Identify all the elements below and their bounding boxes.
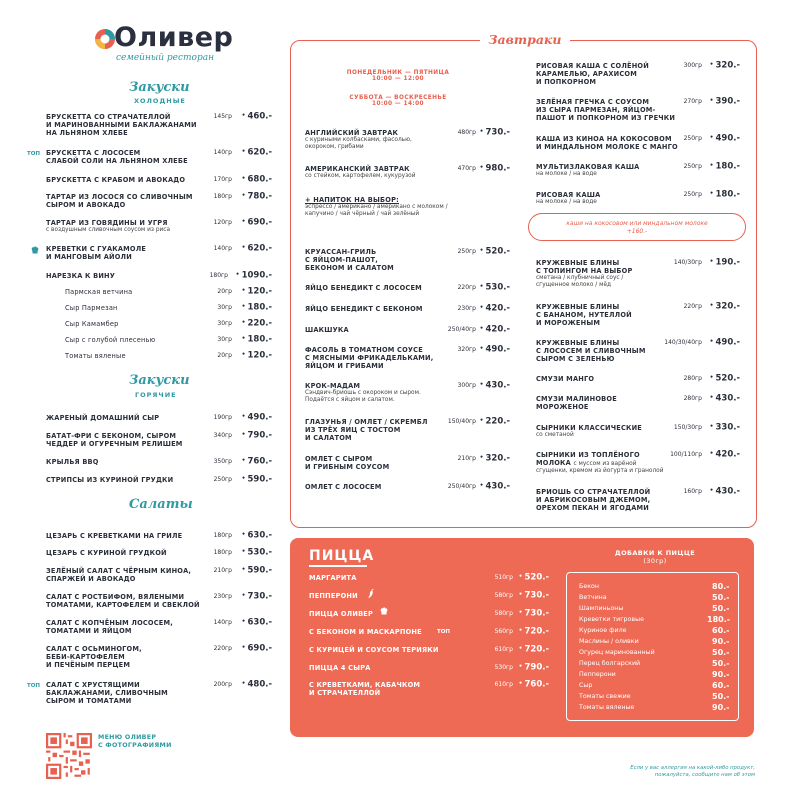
- item-price: • 730.-: [519, 609, 549, 618]
- item-price: • 460.-: [242, 112, 272, 121]
- item-weight: 470гр: [457, 165, 476, 172]
- item-price: • 630.-: [242, 618, 272, 627]
- list-item: [579, 704, 733, 711]
- item-weight: 200гр: [213, 681, 232, 688]
- item-price: • 430.-: [710, 487, 740, 496]
- item-weight: 100/110гр: [670, 451, 702, 458]
- item-price: • 730.-: [519, 591, 549, 600]
- item-price: • 520.-: [710, 374, 740, 383]
- addon-price: 50.-: [712, 692, 730, 701]
- item-name: КРУАССАН-ГРИЛЬ С ЯЙЦОМ-ПАШОТ, БЕКОНОМ И САЛАТОМ: [305, 248, 394, 272]
- item-weight: 140гр: [213, 245, 232, 252]
- salads-title: Салаты: [129, 497, 193, 512]
- item-price: • 730.-: [242, 592, 272, 601]
- logo-mark-icon: [94, 28, 116, 50]
- item-price: • 520.-: [519, 573, 549, 582]
- item-price: • 980.-: [480, 164, 510, 173]
- item-weight: 220гр: [683, 303, 702, 310]
- list-item: [579, 594, 733, 601]
- item-weight: 190гр: [213, 414, 232, 421]
- item-weight: 20гр: [217, 288, 232, 295]
- item-weight: 170гр: [213, 176, 232, 183]
- item-weight: 320гр: [457, 346, 476, 353]
- addon-name: Огурец маринованный: [579, 649, 655, 656]
- addon-name: Креветки тигровые: [579, 616, 644, 623]
- item-price: • 630.-: [242, 531, 272, 540]
- item-name: Томаты вяленые: [65, 352, 126, 360]
- item-weight: 140гр: [213, 149, 232, 156]
- pizza-title: ПИЦЦА: [309, 548, 375, 564]
- item-name: ЦЕЗАРЬ С КУРИНОЙ ГРУДКОЙ: [46, 549, 167, 557]
- item-name: ЦЕЗАРЬ С КРЕВЕТКАМИ НА ГРИЛЕ: [46, 532, 183, 540]
- item-name: БРУСКЕТТА С КРАБОМ И АВОКАДО: [46, 176, 186, 184]
- item-weight: 30гр: [217, 320, 232, 327]
- item-name: Сыр Пармезан: [65, 304, 118, 312]
- list-item: [579, 682, 733, 689]
- breakfast-title-wrap: [480, 29, 570, 49]
- zakuski-cold-title: Закуски: [129, 80, 190, 95]
- item-weight: 180гр: [213, 532, 232, 539]
- item-name: ЗЕЛЁНЫЙ САЛАТ С ЧЁРНЫМ КИНОА, СПАРЖЕЙ И АВОКАДО: [46, 567, 192, 583]
- item-price: • 120.-: [242, 351, 272, 360]
- item-weight: 610гр: [494, 646, 513, 653]
- item-weight: 270гр: [683, 98, 702, 105]
- item-name: КРУЖЕВНЫЕ БЛИНЫ С ТОПИНГОМ НА ВЫБОР сметана / клубничный соус / сгущенное молоко / мёд: [536, 259, 633, 288]
- addon-price: 50.-: [712, 648, 730, 657]
- item-name: БРИОШЬ СО СТРАЧАТЕЛЛОЙ И АБРИКОСОВЫМ ДЖЕМОМ, ОРЕХОМ ПЕКАН И ЯГОДАМИ: [536, 488, 651, 512]
- item-name: Пармская ветчина: [65, 288, 133, 296]
- item-name: ОМЛЕТ С ЛОСОСЕМ: [305, 483, 382, 491]
- item-name: ПЕППЕРОНИ: [309, 592, 358, 600]
- item-name: ПИЦЦА 4 СЫРА: [309, 664, 371, 672]
- weekday-hours: ПОНЕДЕЛЬНИК — ПЯТНИЦА 10:00 — 12:00: [346, 70, 450, 82]
- addon-name: Ветчина: [579, 594, 607, 601]
- qr-caption: МЕНЮ ОЛИВЕР С ФОТОГРАФИЯМИ: [98, 734, 172, 749]
- addon-price: 60.-: [712, 681, 730, 690]
- item-weight: 30гр: [217, 304, 232, 311]
- item-price: • 180.-: [710, 190, 740, 199]
- item-price: • 430.-: [480, 381, 510, 390]
- item-name: ПИЦЦА ОЛИВЕР: [309, 610, 374, 618]
- item-price: • 490.-: [710, 134, 740, 143]
- item-name: РИСОВАЯ КАША С СОЛЁНОЙ КАРАМЕЛЬЮ, АРАХИСОМ И ПОПКОРНОМ: [536, 62, 649, 86]
- item-name: + НАПИТОК НА ВЫБОР: эспрессо / американо / американо с молоком / капучино / чай чёрный / чай зелёный: [305, 196, 448, 217]
- item-weight: 250гр: [683, 191, 702, 198]
- item-price: • 760.-: [519, 680, 549, 689]
- item-price: • 190.-: [710, 258, 740, 267]
- item-weight: 140/30/40гр: [664, 339, 702, 346]
- item-name: МАРГАРИТА: [309, 574, 357, 582]
- item-name: СЫРНИКИ КЛАССИЧЕСКИЕ со сметаной: [536, 424, 642, 438]
- item-name: САЛАТ С ОСЬМИНОГОМ, БЕБИ-КАРТОФЕЛЕМ И ПЕЧЁНЫМ ПЕРЦЕМ: [46, 645, 142, 669]
- item-price: • 320.-: [710, 302, 740, 311]
- list-item: [579, 693, 733, 700]
- item-weight: 250гр: [683, 135, 702, 142]
- addon-price: 60.-: [712, 626, 730, 635]
- logo: [94, 22, 234, 64]
- item-name: СЫРНИКИ ИЗ ТОПЛЁНОГО МОЛОКА с муссом из варёной сгущенки, кремом из йогурта и гранолой: [536, 451, 664, 474]
- item-weight: 510гр: [494, 574, 513, 581]
- item-name: ФАСОЛЬ В ТОМАТНОМ СОУСЕ С МЯСНЫМИ ФРИКАДЕЛЬКАМИ, ЯЙЦОМ И ГРИБАМИ: [305, 346, 434, 370]
- list-item: [579, 660, 733, 667]
- item-weight: 20гр: [217, 352, 232, 359]
- item-weight: 220гр: [213, 645, 232, 652]
- item-name: ЯЙЦО БЕНЕДИКТ С ЛОСОСЕМ: [305, 284, 422, 292]
- item-weight: 230гр: [213, 593, 232, 600]
- list-item: [579, 627, 733, 634]
- zakuski-hot-title: Закуски: [129, 373, 190, 388]
- logo-subtitle: семейный ресторан: [116, 53, 215, 63]
- item-weight: 580гр: [494, 610, 513, 617]
- item-price: • 530.-: [242, 548, 272, 557]
- item-weight: 140/30гр: [673, 259, 702, 266]
- addon-name: Маслины / оливки: [579, 638, 639, 645]
- item-weight: 580гр: [494, 592, 513, 599]
- addon-price: 90.-: [712, 637, 730, 646]
- item-name: КРЕВЕТКИ С ГУАКАМОЛЕ И МАНГОВЫМ АЙОЛИ: [46, 245, 147, 261]
- item-weight: 530гр: [494, 664, 513, 671]
- item-name: РИСОВАЯ КАША на молоке / на воде: [536, 191, 601, 205]
- addon-name: Пепперони: [579, 671, 616, 678]
- item-weight: 350гр: [213, 458, 232, 465]
- item-name: ОМЛЕТ С СЫРОМ И ГРИБНЫМ СОУСОМ: [305, 455, 390, 471]
- item-price: • 330.-: [710, 423, 740, 432]
- item-price: • 490.-: [242, 413, 272, 422]
- item-price: • 120.-: [242, 287, 272, 296]
- chef-hat-icon: [380, 607, 388, 615]
- item-weight: 300гр: [683, 62, 702, 69]
- item-price: • 430.-: [480, 482, 510, 491]
- item-price: • 420.-: [480, 325, 510, 334]
- item-price: • 180.-: [710, 162, 740, 171]
- item-price: • 420.-: [480, 304, 510, 313]
- list-item: [579, 638, 733, 645]
- item-name: НАРЕЗКА К ВИНУ: [46, 272, 116, 280]
- item-price: • 420.-: [710, 450, 740, 459]
- item-name: КРУЖЕВНЫЕ БЛИНЫ С ЛОСОСЕМ И СЛИВОЧНЫМ СЫРОМ С ЗЕЛЕНЬЮ: [536, 339, 646, 363]
- item-name: ЗЕЛЁНАЯ ГРЕЧКА С СОУСОМ ИЗ СЫРА ПАРМЕЗАН, ЯЙЦОМ- ПАШОТ И ПОПКОРНОМ ИЗ ГРЕЧКИ: [536, 98, 676, 122]
- chef-hat-icon: [31, 246, 39, 254]
- item-weight: 280гр: [683, 395, 702, 402]
- item-name: БРУСКЕТТА СО СТРАЧАТЕЛЛОЙ И МАРИНОВАННЫМИ БАКЛАЖАНАМИ НА ЛЬНЯНОМ ХЛЕБЕ: [46, 113, 197, 137]
- item-weight: 340гр: [213, 432, 232, 439]
- item-name: СМУЗИ МАЛИНОВОЕ МОРОЖЕНОЕ: [536, 395, 617, 411]
- item-price: • 390.-: [710, 97, 740, 106]
- item-price: • 790.-: [242, 431, 272, 440]
- item-weight: 610гр: [494, 681, 513, 688]
- item-name: МУЛЬТИЗЛАКОВАЯ КАША на молоке / на воде: [536, 163, 640, 177]
- logo-word: Оливер: [114, 22, 234, 53]
- item-weight: 150/30гр: [673, 424, 702, 431]
- chili-icon: [367, 589, 375, 599]
- item-price: • 180.-: [242, 335, 272, 344]
- item-price: • 220.-: [242, 319, 272, 328]
- item-price: • 690.-: [242, 644, 272, 653]
- item-weight: 480гр: [457, 129, 476, 136]
- item-name: БАТАТ-ФРИ С БЕКОНОМ, СЫРОМ ЧЕДДЕР И ОГУРЕЧНЫМ РЕЛИШЕМ: [46, 432, 183, 448]
- item-price: • 590.-: [242, 475, 272, 484]
- milk-surcharge-note: каши на кокосовом или миндальном молоке +160.-: [528, 213, 746, 241]
- item-weight: 30гр: [217, 336, 232, 343]
- item-name: КРОК-МАДАМ Сэндвич-бриошь с окороком и сыром. Подаётся с яйцом и салатом.: [305, 382, 421, 403]
- item-price: • 490.-: [480, 345, 510, 354]
- item-weight: 250/40гр: [447, 483, 476, 490]
- breakfast-title: Завтраки: [488, 32, 562, 47]
- item-weight: 250гр: [457, 248, 476, 255]
- zakuski-cold-subtitle: ХОЛОДНЫЕ: [134, 97, 186, 105]
- qr-code-icon[interactable]: [46, 733, 92, 779]
- item-name: САЛАТ С ХРУСТЯЩИМИ БАКЛАЖАНАМИ, СЛИВОЧНЫМ СЫРОМ И ТОМАТАМИ: [46, 681, 168, 705]
- item-price: • 520.-: [480, 247, 510, 256]
- list-item: [579, 605, 733, 612]
- item-price: • 720.-: [519, 645, 549, 654]
- addon-name: Перец болгарский: [579, 660, 641, 667]
- item-weight: 150/40гр: [447, 418, 476, 425]
- addon-name: Томаты вяленые: [579, 704, 635, 711]
- item-name: СМУЗИ МАНГО: [536, 375, 595, 383]
- item-price: • 760.-: [242, 457, 272, 466]
- item-weight: 250/40гр: [447, 326, 476, 333]
- addon-price: 50.-: [712, 593, 730, 602]
- item-price: • 720.-: [519, 627, 549, 636]
- allergy-note: Если у вас аллергия на какой-либо продукт, пожалуйста, сообщите нам об этом: [630, 765, 755, 778]
- zakuski-hot-subtitle: ГОРЯЧИЕ: [135, 391, 177, 399]
- addon-price: 80.-: [712, 582, 730, 591]
- list-item: [579, 583, 733, 590]
- item-name: ТАРТАР ИЗ ЛОСОСЯ СО СЛИВОЧНЫМ СЫРОМ И АВОКАДО: [46, 193, 193, 209]
- item-name: БРУСКЕТТА С ЛОСОСЕМ СЛАБОЙ СОЛИ НА ЛЬНЯНОМ ХЛЕБЕ: [46, 149, 188, 165]
- item-price: • 620.-: [242, 148, 272, 157]
- item-name: ЖАРЕНЫЙ ДОМАШНИЙ СЫР: [46, 414, 160, 422]
- item-price: • 320.-: [710, 61, 740, 70]
- item-price: • 480.-: [242, 680, 272, 689]
- item-name: АМЕРИКАНСКИЙ ЗАВТРАК со стейком, картофелем, кукурузой: [305, 165, 416, 179]
- item-name: С БЕКОНОМ И МАСКАРПОНЕ: [309, 628, 422, 636]
- item-price: • 1090.-: [236, 271, 272, 280]
- item-weight: 300гр: [457, 382, 476, 389]
- item-weight: 250гр: [683, 163, 702, 170]
- item-name: СТРИПСЫ ИЗ КУРИНОЙ ГРУДКИ: [46, 476, 174, 484]
- item-price: • 590.-: [242, 566, 272, 575]
- item-name: ЯЙЦО БЕНЕДИКТ С БЕКОНОМ: [305, 305, 423, 313]
- item-price: • 180.-: [242, 303, 272, 312]
- list-item: [579, 616, 733, 623]
- item-price: • 690.-: [242, 218, 272, 227]
- item-weight: 230гр: [457, 305, 476, 312]
- item-price: • 430.-: [710, 394, 740, 403]
- item-weight: 210гр: [213, 567, 232, 574]
- item-weight: 180гр: [209, 272, 228, 279]
- item-price: • 730.-: [480, 128, 510, 137]
- item-weight: 250гр: [213, 476, 232, 483]
- item-weight: 280гр: [683, 375, 702, 382]
- top-badge: ТОП: [27, 683, 41, 689]
- item-price: • 620.-: [242, 244, 272, 253]
- item-name: САЛАТ С КОПЧЁНЫМ ЛОСОСЕМ, ТОМАТАМИ И ЯЙЦОМ: [46, 619, 173, 635]
- weekend-hours: СУББОТА — ВОСКРЕСЕНЬЕ 10:00 — 14:00: [349, 95, 447, 107]
- item-name: КАША ИЗ КИНОА НА КОКОСОВОМ И МИНДАЛЬНОМ МОЛОКЕ С МАНГО: [536, 135, 678, 151]
- top-badge: ТОП: [27, 151, 41, 157]
- item-weight: 180гр: [213, 549, 232, 556]
- item-name: С КУРИЦЕЙ И СОУСОМ ТЕРИЯКИ: [309, 646, 439, 654]
- list-item: [579, 649, 733, 656]
- item-name: Сыр с голубой плесенью: [65, 336, 156, 344]
- item-weight: 180гр: [213, 193, 232, 200]
- item-price: • 790.-: [519, 663, 549, 672]
- item-weight: 210гр: [457, 455, 476, 462]
- item-name: КРЫЛЬЯ BBQ: [46, 458, 99, 466]
- item-price: • 780.-: [242, 192, 272, 201]
- item-weight: 145гр: [213, 113, 232, 120]
- addon-price: 180.-: [707, 615, 731, 624]
- item-name: ТАРТАР ИЗ ГОВЯДИНЫ И УГРЯ с воздушным сливочным соусом из риса: [46, 219, 171, 233]
- item-weight: 220гр: [457, 284, 476, 291]
- addon-price: 90.-: [712, 703, 730, 712]
- list-item: [579, 671, 733, 678]
- item-weight: 120гр: [213, 219, 232, 226]
- addon-name: Куриное филе: [579, 627, 627, 634]
- item-name: КРУЖЕВНЫЕ БЛИНЫ С БАНАНОМ, НУТЕЛЛОЙ И МОРОЖЕНЫМ: [536, 303, 632, 327]
- addon-name: Томаты свежие: [579, 693, 631, 700]
- item-price: • 680.-: [242, 175, 272, 184]
- pizza-title-underline: [309, 565, 367, 567]
- item-name: АНГЛИЙСКИЙ ЗАВТРАК с куриными колбасками, фасолью, окороком, грибами: [305, 129, 412, 150]
- item-weight: 560гр: [494, 628, 513, 635]
- item-name: ГЛАЗУНЬЯ / ОМЛЕТ / СКРЕМБЛ ИЗ ТРЁХ ЯИЦ С ТОСТОМ И САЛАТОМ: [305, 418, 428, 442]
- item-price: • 320.-: [480, 454, 510, 463]
- addon-name: Бекон: [579, 583, 599, 590]
- item-price: • 530.-: [480, 283, 510, 292]
- addon-price: 50.-: [712, 659, 730, 668]
- item-price: • 220.-: [480, 417, 510, 426]
- addon-price: 90.-: [712, 670, 730, 679]
- item-price: • 490.-: [710, 338, 740, 347]
- addon-price: 50.-: [712, 604, 730, 613]
- item-name: САЛАТ С РОСТБИФОМ, ВЯЛЕНЫМИ ТОМАТАМИ, КАРТОФЕЛЕМ И СВЕКЛОЙ: [46, 593, 200, 609]
- addons-title: ДОБАВКИ К ПИЦЦЕ (30гр): [614, 549, 696, 565]
- top-badge: ТОП: [437, 629, 451, 635]
- addon-name: Шампиньоны: [579, 605, 624, 612]
- addon-name: Сыр: [579, 682, 593, 689]
- item-name: Сыр Камамбер: [65, 320, 119, 328]
- item-weight: 140гр: [213, 619, 232, 626]
- item-name: С КРЕВЕТКАМИ, КАБАЧКОМ И СТРАЧАТЕЛЛОЙ: [309, 681, 421, 697]
- item-name: ШАКШУКА: [305, 326, 349, 334]
- item-weight: 160гр: [683, 488, 702, 495]
